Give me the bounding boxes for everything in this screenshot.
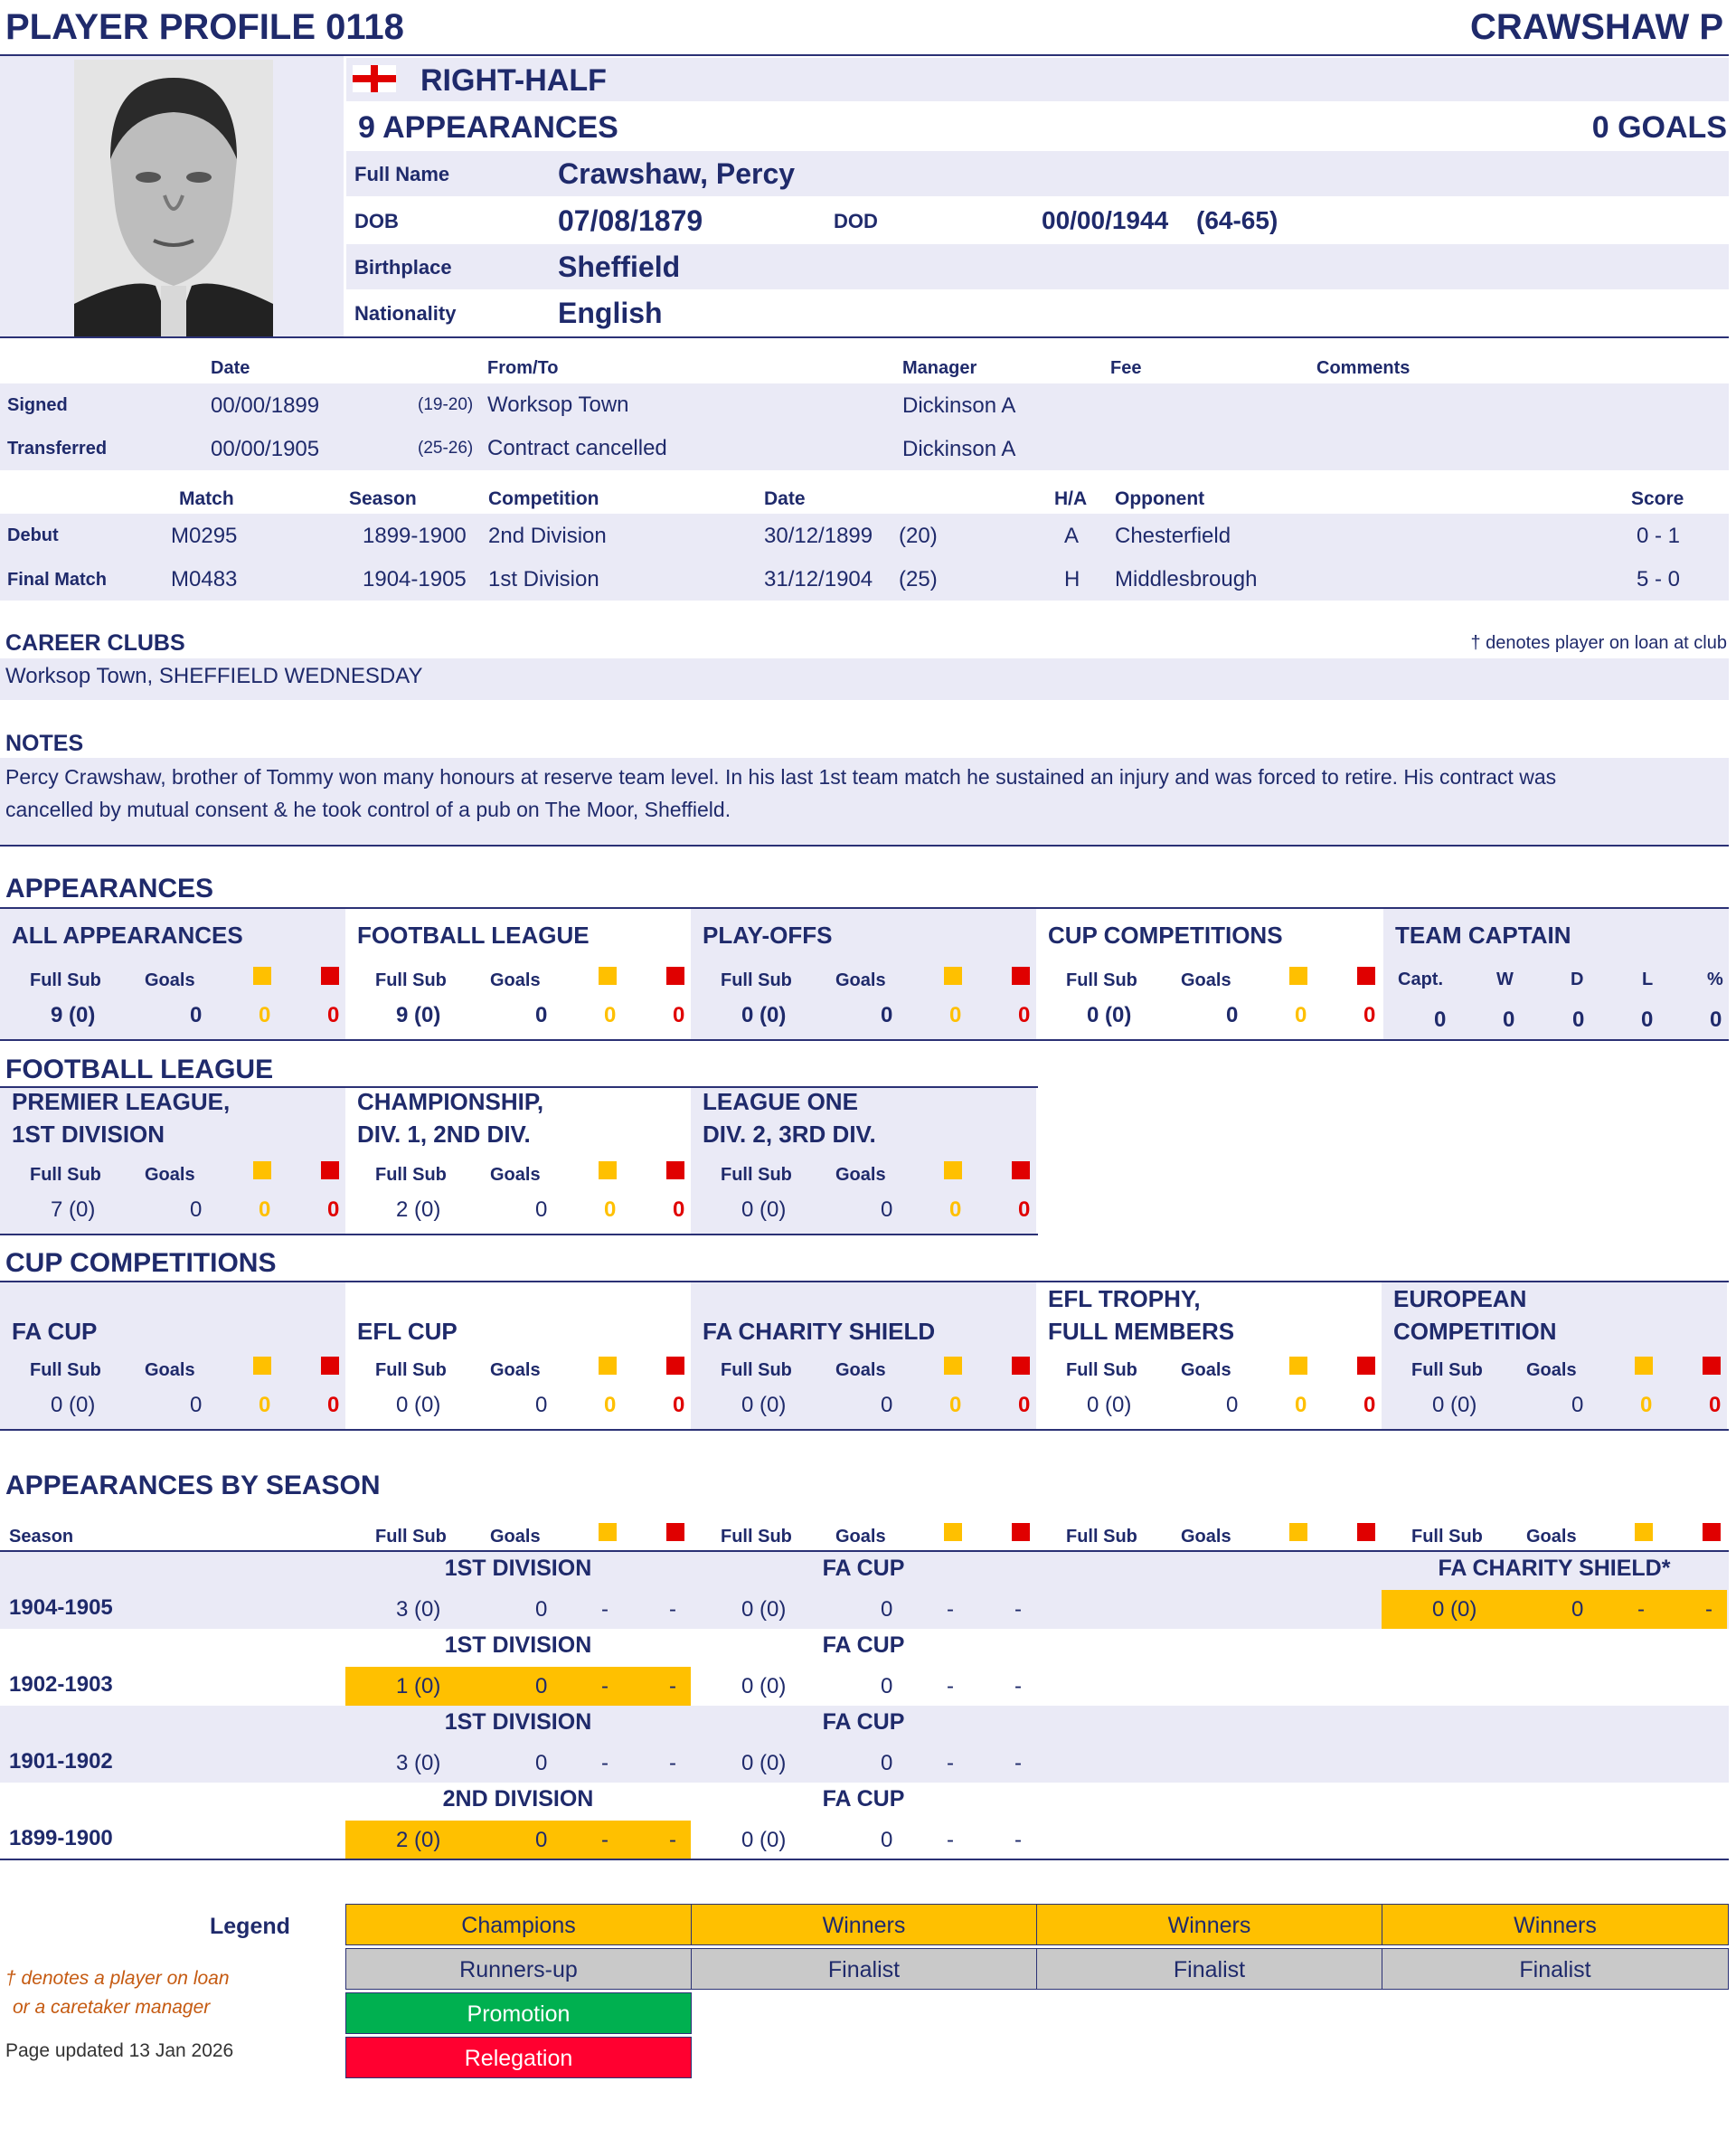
transfers-header-date: Date — [211, 358, 250, 378]
final-match-label: Final Match — [7, 570, 108, 590]
legend-winners: Winners — [691, 1904, 1037, 1945]
transferred-manager: Dickinson A — [902, 437, 1016, 461]
page-title: PLAYER PROFILE 0118 — [5, 7, 404, 47]
transfers-header-fee: Fee — [1110, 358, 1142, 378]
divider — [0, 336, 1729, 338]
nationality: English — [558, 297, 663, 329]
legend-caretaker-note: or a caretaker manager — [13, 1997, 211, 2018]
career-clubs-title: CAREER CLUBS — [5, 630, 185, 656]
red-card-icon — [1012, 1357, 1030, 1375]
tile-title: CHAMPIONSHIP, — [357, 1088, 544, 1115]
red-card-count: - — [1705, 1597, 1712, 1622]
goals-label: Goals — [490, 1527, 541, 1547]
tile-title: 1ST DIVISION — [12, 1121, 165, 1148]
goals-value: 0 — [190, 1393, 203, 1417]
yellow-card-count: - — [601, 1674, 609, 1698]
yellow-card-icon — [599, 1161, 617, 1179]
season-label: 1899-1900 — [9, 1826, 113, 1850]
full-sub-value: 0 (0) — [1432, 1393, 1477, 1417]
full-sub-label: Full Sub — [375, 1165, 447, 1185]
full-sub-label: Full Sub — [721, 1527, 792, 1547]
goals-value: 0 — [881, 1828, 893, 1852]
full-sub-label: Full Sub — [1411, 1527, 1483, 1547]
yellow-card-icon — [944, 967, 962, 985]
yellow-card-count: 0 — [604, 1003, 617, 1027]
full-sub-value: 9 (0) — [51, 1003, 96, 1027]
yellow-card-count: 0 — [1295, 1003, 1307, 1027]
yellow-card-count: 0 — [259, 1197, 271, 1222]
signed-label: Signed — [7, 395, 68, 415]
goals-value: 0 — [535, 1597, 548, 1622]
red-card-count: - — [1014, 1828, 1022, 1852]
legend-winners: Winners — [1036, 1904, 1382, 1945]
competition-name: 1ST DIVISION — [444, 1709, 592, 1735]
season-column-header: Season — [9, 1527, 74, 1547]
goals-value: 0 — [190, 1003, 203, 1027]
red-card-icon — [1357, 967, 1375, 985]
w-value: 0 — [1503, 1008, 1515, 1032]
yellow-card-count: 0 — [259, 1393, 271, 1417]
red-card-icon — [321, 967, 339, 985]
capt-value: 0 — [1434, 1008, 1447, 1032]
yellow-card-count: 0 — [259, 1003, 271, 1027]
season-label: 1901-1902 — [9, 1749, 113, 1774]
red-card-count: 0 — [1018, 1197, 1031, 1222]
l-value: 0 — [1641, 1008, 1654, 1032]
goals-value: 0 — [881, 1393, 893, 1417]
legend-finalist: Finalist — [1036, 1948, 1382, 1990]
red-card-icon — [666, 967, 684, 985]
full-sub-label: Full Sub — [1066, 970, 1137, 990]
notes-title: NOTES — [5, 731, 84, 756]
full-sub-value: 7 (0) — [51, 1197, 96, 1222]
goals-label: Goals — [1526, 1360, 1577, 1380]
goals-value: 0 — [535, 1393, 548, 1417]
goals-value: 0 — [1226, 1003, 1239, 1027]
red-card-count: 0 — [327, 1197, 340, 1222]
date-header: Date — [764, 488, 806, 509]
final-competition: 1st Division — [488, 567, 599, 591]
competition-name: 1ST DIVISION — [444, 1632, 592, 1658]
full-name-row — [346, 151, 1729, 196]
full-sub-value: 3 (0) — [396, 1751, 441, 1775]
football-league-title: FOOTBALL LEAGUE — [5, 1055, 274, 1084]
goals-value: 0 — [881, 1751, 893, 1775]
red-card-count: 0 — [673, 1393, 685, 1417]
goals-value: 0 — [1571, 1597, 1584, 1622]
dob: 07/08/1879 — [558, 204, 703, 237]
red-card-count: 0 — [1363, 1003, 1376, 1027]
full-sub-value: 0 (0) — [741, 1393, 787, 1417]
legend-relegation: Relegation — [345, 2037, 692, 2078]
yellow-card-count: - — [601, 1751, 609, 1775]
final-match: M0483 — [171, 567, 238, 591]
transferred-club: Contract cancelled — [487, 436, 667, 460]
full-sub-value: 1 (0) — [396, 1674, 441, 1698]
red-card-icon — [321, 1357, 339, 1375]
notes-line-1: Percy Crawshaw, brother of Tommy won many honours at reserve team level. In his last 1st team match he sustained an injury and was forced to retire. His contract was — [5, 765, 1557, 789]
goals-label: Goals — [1526, 1527, 1577, 1547]
dob-label: DOB — [354, 210, 399, 232]
legend-loan-note: † denotes a player on loan — [5, 1968, 230, 1989]
l-label: L — [1642, 970, 1654, 989]
tile-title: ALL APPEARANCES — [12, 922, 243, 949]
debut-match: M0295 — [171, 524, 238, 548]
cup-competitions-title: CUP COMPETITIONS — [5, 1248, 277, 1278]
yellow-card-count: - — [947, 1751, 954, 1775]
tile-title: PLAY-OFFS — [703, 922, 833, 949]
legend-winners: Winners — [1382, 1904, 1729, 1945]
final-opponent: Middlesbrough — [1115, 567, 1258, 591]
full-sub-value: 3 (0) — [396, 1597, 441, 1622]
pct-label: % — [1707, 970, 1723, 989]
goals-value: 0 — [881, 1197, 893, 1222]
dod-label: DOD — [834, 210, 878, 232]
red-card-icon — [666, 1161, 684, 1179]
goals-label: Goals — [1181, 970, 1231, 990]
yellow-card-count: 0 — [949, 1393, 962, 1417]
score-header: Score — [1631, 488, 1684, 509]
legend-title: Legend — [210, 1914, 290, 1939]
appearances-title: APPEARANCES — [5, 874, 214, 903]
goals-total: 0 GOALS — [1591, 110, 1727, 145]
full-sub-value: 0 (0) — [741, 1597, 787, 1622]
competition-name: 1ST DIVISION — [444, 1556, 592, 1581]
legend-promotion: Promotion — [345, 1992, 692, 2034]
transfers-header-manager: Manager — [902, 358, 977, 378]
legend-runners-up: Runners-up — [345, 1948, 692, 1990]
tile-title: DIV. 1, 2ND DIV. — [357, 1121, 531, 1148]
goals-value: 0 — [535, 1828, 548, 1852]
goals-value: 0 — [1226, 1393, 1239, 1417]
competition-header: Competition — [488, 488, 599, 509]
red-card-count: 0 — [1018, 1003, 1031, 1027]
tile-title: FA CHARITY SHIELD — [703, 1318, 936, 1345]
goals-value: 0 — [190, 1197, 203, 1222]
red-card-count: 0 — [1709, 1393, 1722, 1417]
full-sub-value: 0 (0) — [1087, 1393, 1132, 1417]
goals-value: 0 — [535, 1751, 548, 1775]
red-card-icon — [1012, 1161, 1030, 1179]
red-card-count: - — [669, 1751, 676, 1775]
full-sub-label: Full Sub — [1066, 1360, 1137, 1380]
tile-title: PREMIER LEAGUE, — [12, 1088, 231, 1115]
goals-value: 0 — [1571, 1393, 1584, 1417]
yellow-card-icon — [253, 1161, 271, 1179]
yellow-card-icon — [599, 967, 617, 985]
notes-line-2: cancelled by mutual consent & he took control of a pub on The Moor, Sheffield. — [5, 798, 731, 821]
full-sub-label: Full Sub — [1411, 1360, 1483, 1380]
full-sub-label: Full Sub — [375, 970, 447, 990]
d-value: 0 — [1572, 1008, 1585, 1032]
red-card-count: - — [1014, 1597, 1022, 1622]
player-name: CRAWSHAW P — [1470, 7, 1723, 47]
pct-value: 0 — [1710, 1008, 1722, 1032]
debut-ha: A — [1064, 524, 1080, 548]
red-card-count: - — [669, 1828, 676, 1852]
red-card-icon — [666, 1357, 684, 1375]
debut-label: Debut — [7, 525, 59, 545]
goals-label: Goals — [1181, 1527, 1231, 1547]
full-sub-value: 2 (0) — [396, 1197, 441, 1222]
goals-label: Goals — [835, 1360, 886, 1380]
signed-age: (19-20) — [418, 395, 474, 414]
birthplace-label: Birthplace — [354, 256, 452, 279]
red-card-icon — [1012, 1523, 1030, 1541]
captain-title: TEAM CAPTAIN — [1395, 922, 1571, 949]
red-card-icon — [666, 1523, 684, 1541]
red-card-icon — [1357, 1523, 1375, 1541]
yellow-card-icon — [599, 1523, 617, 1541]
red-card-count: 0 — [673, 1003, 685, 1027]
red-card-icon — [321, 1161, 339, 1179]
nationality-label: Nationality — [354, 302, 457, 325]
goals-value: 0 — [881, 1597, 893, 1622]
final-age: (25) — [899, 567, 938, 591]
divider — [0, 1429, 1729, 1431]
season-label: 1902-1903 — [9, 1672, 113, 1697]
red-card-count: - — [1014, 1674, 1022, 1698]
debut-score: 0 - 1 — [1637, 524, 1681, 548]
full-sub-value: 0 (0) — [741, 1828, 787, 1852]
yellow-card-icon — [1289, 967, 1307, 985]
yellow-card-icon — [253, 967, 271, 985]
red-card-count: 0 — [1363, 1393, 1376, 1417]
goals-label: Goals — [145, 1360, 195, 1380]
yellow-card-count: 0 — [949, 1197, 962, 1222]
tile-title: EFL TROPHY, — [1048, 1285, 1201, 1312]
goals-label: Goals — [145, 970, 195, 990]
w-label: W — [1496, 970, 1514, 989]
red-card-icon — [1012, 967, 1030, 985]
divider — [0, 845, 1729, 847]
red-card-icon — [1357, 1357, 1375, 1375]
final-season: 1904-1905 — [363, 567, 467, 591]
yellow-card-icon — [944, 1161, 962, 1179]
divider — [0, 1859, 1729, 1860]
tile-title: COMPETITION — [1393, 1318, 1557, 1345]
yellow-card-icon — [944, 1357, 962, 1375]
yellow-card-icon — [253, 1357, 271, 1375]
full-sub-value: 0 (0) — [1087, 1003, 1132, 1027]
yellow-card-count: 0 — [1640, 1393, 1653, 1417]
goals-value: 0 — [535, 1197, 548, 1222]
player-photo — [74, 60, 273, 336]
full-name-label: Full Name — [354, 163, 450, 185]
red-card-count: - — [669, 1597, 676, 1622]
full-sub-value: 0 (0) — [396, 1393, 441, 1417]
goals-label: Goals — [835, 1165, 886, 1185]
transferred-label: Transferred — [7, 439, 108, 459]
goals-label: Goals — [490, 1360, 541, 1380]
yellow-card-count: - — [1637, 1597, 1645, 1622]
yellow-card-count: 0 — [604, 1197, 617, 1222]
goals-label: Goals — [490, 1165, 541, 1185]
transferred-date: 00/00/1905 — [211, 437, 320, 461]
dod: 00/00/1944 — [1042, 206, 1169, 234]
signed-club: Worksop Town — [487, 393, 629, 417]
goals-label: Goals — [835, 1527, 886, 1547]
full-sub-label: Full Sub — [721, 1165, 792, 1185]
full-sub-label: Full Sub — [1066, 1527, 1137, 1547]
yellow-card-icon — [944, 1523, 962, 1541]
goals-label: Goals — [1181, 1360, 1231, 1380]
goals-label: Goals — [490, 970, 541, 990]
full-sub-label: Full Sub — [30, 970, 101, 990]
birthplace-row — [346, 244, 1729, 289]
competition-name: FA CUP — [822, 1786, 905, 1812]
yellow-card-count: - — [947, 1597, 954, 1622]
full-sub-value: 9 (0) — [396, 1003, 441, 1027]
competition-name: FA CUP — [822, 1709, 905, 1735]
age-at-death: (64-65) — [1196, 206, 1278, 234]
transferred-age: (25-26) — [418, 439, 474, 458]
goals-label: Goals — [835, 970, 886, 990]
full-name: Crawshaw, Percy — [558, 157, 796, 190]
full-sub-label: Full Sub — [375, 1527, 447, 1547]
signed-date: 00/00/1899 — [211, 393, 320, 418]
yellow-card-count: 0 — [604, 1393, 617, 1417]
appearances-total: 9 APPEARANCES — [358, 110, 618, 145]
season-label: 1904-1905 — [9, 1595, 113, 1620]
full-sub-value: 0 (0) — [741, 1197, 787, 1222]
yellow-card-icon — [1289, 1523, 1307, 1541]
tile-title: FOOTBALL LEAGUE — [357, 922, 590, 949]
yellow-card-icon — [1635, 1523, 1653, 1541]
legend-finalist: Finalist — [691, 1948, 1037, 1990]
tile-title: LEAGUE ONE — [703, 1088, 858, 1115]
tile-title: FA CUP — [12, 1318, 98, 1345]
competition-name: FA CUP — [822, 1632, 905, 1658]
debut-age: (20) — [899, 524, 938, 548]
yellow-card-icon — [599, 1357, 617, 1375]
capt-label: Capt. — [1398, 970, 1443, 989]
full-sub-label: Full Sub — [30, 1165, 101, 1185]
tile-title: EUROPEAN — [1393, 1285, 1527, 1312]
goals-value: 0 — [535, 1674, 548, 1698]
full-sub-label: Full Sub — [721, 970, 792, 990]
red-card-count: - — [1014, 1751, 1022, 1775]
yellow-card-count: 0 — [949, 1003, 962, 1027]
goals-label: Goals — [145, 1165, 195, 1185]
match-header: Match — [179, 488, 234, 509]
divider — [0, 1234, 1038, 1235]
goals-value: 0 — [881, 1003, 893, 1027]
debut-opponent: Chesterfield — [1115, 524, 1231, 548]
goals-value: 0 — [881, 1674, 893, 1698]
yellow-card-count: - — [947, 1674, 954, 1698]
yellow-card-count: - — [601, 1597, 609, 1622]
tile-title: FULL MEMBERS — [1048, 1318, 1235, 1345]
final-score: 5 - 0 — [1637, 567, 1681, 591]
yellow-card-icon — [1289, 1357, 1307, 1375]
loan-note: † denotes player on loan at club — [1470, 633, 1727, 653]
tile-title: DIV. 2, 3RD DIV. — [703, 1121, 876, 1148]
red-card-icon — [1703, 1357, 1721, 1375]
england-flag-icon — [353, 65, 396, 92]
d-label: D — [1571, 970, 1584, 989]
debut-competition: 2nd Division — [488, 524, 607, 548]
transfers-header-comments: Comments — [1316, 358, 1410, 378]
full-sub-value: 0 (0) — [741, 1751, 787, 1775]
full-sub-value: 0 (0) — [741, 1003, 787, 1027]
legend-champions: Champions — [345, 1904, 692, 1945]
goals-value: 0 — [535, 1003, 548, 1027]
page-updated: Page updated 13 Jan 2026 — [5, 2040, 234, 2061]
yellow-card-count: 0 — [1295, 1393, 1307, 1417]
red-card-icon — [1703, 1523, 1721, 1541]
tile-title: EFL CUP — [357, 1318, 458, 1345]
red-card-count: 0 — [673, 1197, 685, 1222]
competition-name: FA CHARITY SHIELD* — [1438, 1556, 1671, 1581]
season-header: Season — [349, 488, 417, 509]
full-sub-value: 0 (0) — [51, 1393, 96, 1417]
competition-name: FA CUP — [822, 1556, 905, 1581]
opponent-header: Opponent — [1115, 488, 1205, 509]
position: RIGHT-HALF — [420, 63, 607, 98]
full-sub-value: 0 (0) — [741, 1674, 787, 1698]
debut-season: 1899-1900 — [363, 524, 467, 548]
competition-name: 2ND DIVISION — [442, 1786, 594, 1812]
yellow-card-count: - — [601, 1828, 609, 1852]
tile-title: CUP COMPETITIONS — [1048, 922, 1283, 949]
by-season-title: APPEARANCES BY SEASON — [5, 1471, 381, 1500]
full-sub-label: Full Sub — [721, 1360, 792, 1380]
red-card-count: 0 — [1018, 1393, 1031, 1417]
debut-date: 30/12/1899 — [764, 524, 873, 548]
final-ha: H — [1064, 567, 1080, 591]
full-sub-value: 0 (0) — [1432, 1597, 1477, 1622]
yellow-card-icon — [1635, 1357, 1653, 1375]
divider — [0, 1039, 1729, 1041]
ha-header: H/A — [1054, 488, 1088, 509]
red-card-count: - — [669, 1674, 676, 1698]
legend-finalist: Finalist — [1382, 1948, 1729, 1990]
final-date: 31/12/1904 — [764, 567, 873, 591]
career-clubs: Worksop Town, SHEFFIELD WEDNESDAY — [5, 664, 423, 688]
yellow-card-count: - — [947, 1828, 954, 1852]
red-card-count: 0 — [327, 1003, 340, 1027]
full-sub-label: Full Sub — [30, 1360, 101, 1380]
full-sub-value: 2 (0) — [396, 1828, 441, 1852]
transfers-header-from-to: From/To — [487, 358, 559, 378]
full-sub-label: Full Sub — [375, 1360, 447, 1380]
red-card-count: 0 — [327, 1393, 340, 1417]
signed-manager: Dickinson A — [902, 393, 1016, 418]
birthplace: Sheffield — [558, 251, 681, 283]
